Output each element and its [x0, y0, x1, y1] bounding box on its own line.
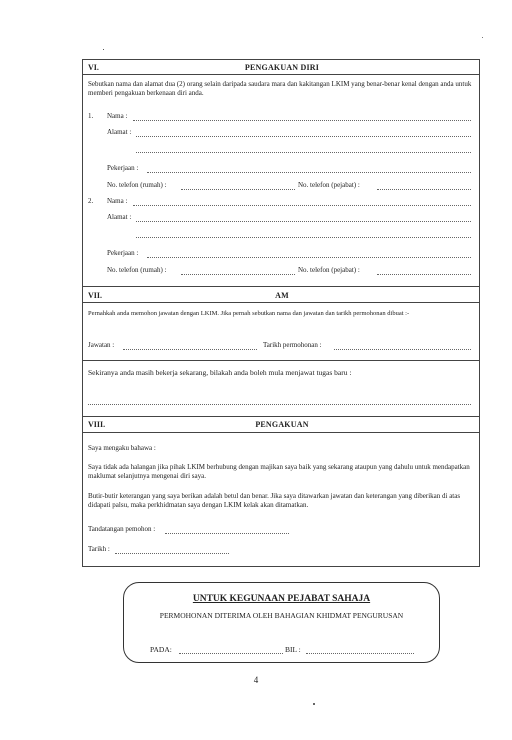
scan-speck [482, 37, 483, 38]
section7-number: VII. [88, 291, 103, 300]
divider [83, 74, 479, 75]
referee1-phone-office-field[interactable] [377, 189, 471, 190]
divider [83, 432, 479, 433]
referee2-number: 2. [88, 197, 94, 205]
referee1-phone-home-label: No. telefon (rumah) : [107, 181, 167, 189]
office-use-box [123, 582, 440, 663]
referee1-number: 1. [88, 112, 94, 120]
section8-title: PENGAKUAN [255, 420, 309, 429]
section8-number: VIII. [88, 420, 106, 429]
referee1-name-label: Nama : [107, 112, 128, 120]
section8-para2: Butir-butir keterangan yang saya berikan adalah betul dan benar. Jika saya ditawarkan jawatan dan keterangan yang diberikan di atas didapati palsu, maka perkhidmatan saya dengan LKIM kelak akan ditamatkan. [88, 492, 461, 509]
page-number: 4 [253, 675, 259, 685]
section8-intro: Saya mengaku bahawa : [88, 444, 156, 452]
divider [83, 286, 479, 287]
tarikh-permohonan-field[interactable] [334, 349, 471, 350]
pada-field[interactable] [179, 653, 283, 654]
referee2-address-field-2[interactable] [136, 237, 471, 238]
divider [83, 360, 479, 361]
referee1-name-field[interactable] [133, 120, 471, 121]
referee2-address-field[interactable] [136, 221, 471, 222]
referee1-occupation-field[interactable] [147, 172, 471, 173]
referee1-phone-home-field[interactable] [181, 189, 295, 190]
referee1-phone-office-label: No. telefon (pejabat) : [298, 181, 360, 189]
signature-label: Tandatangan pemohon : [88, 525, 156, 533]
referee2-name-label: Nama : [107, 197, 128, 205]
section6-title: PENGAKUAN DIRI [244, 63, 320, 72]
referee1-address-label: Alamat : [107, 128, 132, 136]
section7-question2: Sekiranya anda masih bekerja sekarang, bilakah anda boleh mula menjawat tugas baru : [88, 368, 352, 377]
referee2-occupation-field[interactable] [147, 257, 471, 258]
form-frame [82, 59, 480, 567]
jawatan-label: Jawatan : [88, 341, 115, 349]
referee2-phone-office-label: No. telefon (pejabat) : [298, 266, 360, 274]
pada-label: PADA: [150, 645, 172, 654]
section6-instruction: Sebutkan nama dan alamat dua (2) orang selain daripada saudara mara dan kakitangan LKIM yang benar-benar kenal dengan anda untuk memberi pengakuan berkenaan diri anda. [88, 80, 472, 97]
divider [83, 302, 479, 303]
tarikh-permohonan-label: Tarikh permohonan : [263, 341, 322, 349]
scan-speck [313, 703, 315, 705]
section8-para1: Saya tidak ada halangan jika pihak LKIM berhubung dengan majikan saya baik yang sekarang ataupun yang dahulu untuk mendapatkan maklumat selanjutnya mengenai diri saya. [88, 463, 470, 480]
start-date-field[interactable] [88, 404, 471, 405]
section7-question1: Pernahkah anda memohon jawatan dengan LKIM. Jika pernah sebutkan nama dan jawatan dan tarikh permohonan dibuat :- [88, 310, 410, 317]
referee2-address-label: Alamat : [107, 213, 132, 221]
scan-speck [103, 49, 104, 50]
bil-label: BIL : [285, 645, 301, 654]
referee1-address-field[interactable] [136, 136, 471, 137]
section7-title: AM [275, 291, 289, 300]
bil-field[interactable] [306, 653, 414, 654]
date-label: Tarikh : [88, 545, 110, 553]
date-field[interactable] [115, 553, 229, 554]
referee2-phone-office-field[interactable] [377, 274, 471, 275]
referee2-occupation-label: Pekerjaan : [107, 249, 139, 257]
referee1-address-field-2[interactable] [136, 152, 471, 153]
referee1-occupation-label: Pekerjaan : [107, 164, 139, 172]
referee2-phone-home-field[interactable] [181, 274, 295, 275]
referee2-name-field[interactable] [133, 205, 471, 206]
jawatan-field[interactable] [123, 349, 257, 350]
office-use-title: UNTUK KEGUNAAN PEJABAT SAHAJA [192, 594, 371, 604]
office-use-subtitle: PERMOHONAN DITERIMA OLEH BAHAGIAN KHIDMAT PENGURUSAN [159, 611, 404, 620]
divider [83, 416, 479, 417]
section6-number: VI. [88, 63, 99, 72]
referee2-phone-home-label: No. telefon (rumah) : [107, 266, 167, 274]
signature-field[interactable] [165, 533, 289, 534]
